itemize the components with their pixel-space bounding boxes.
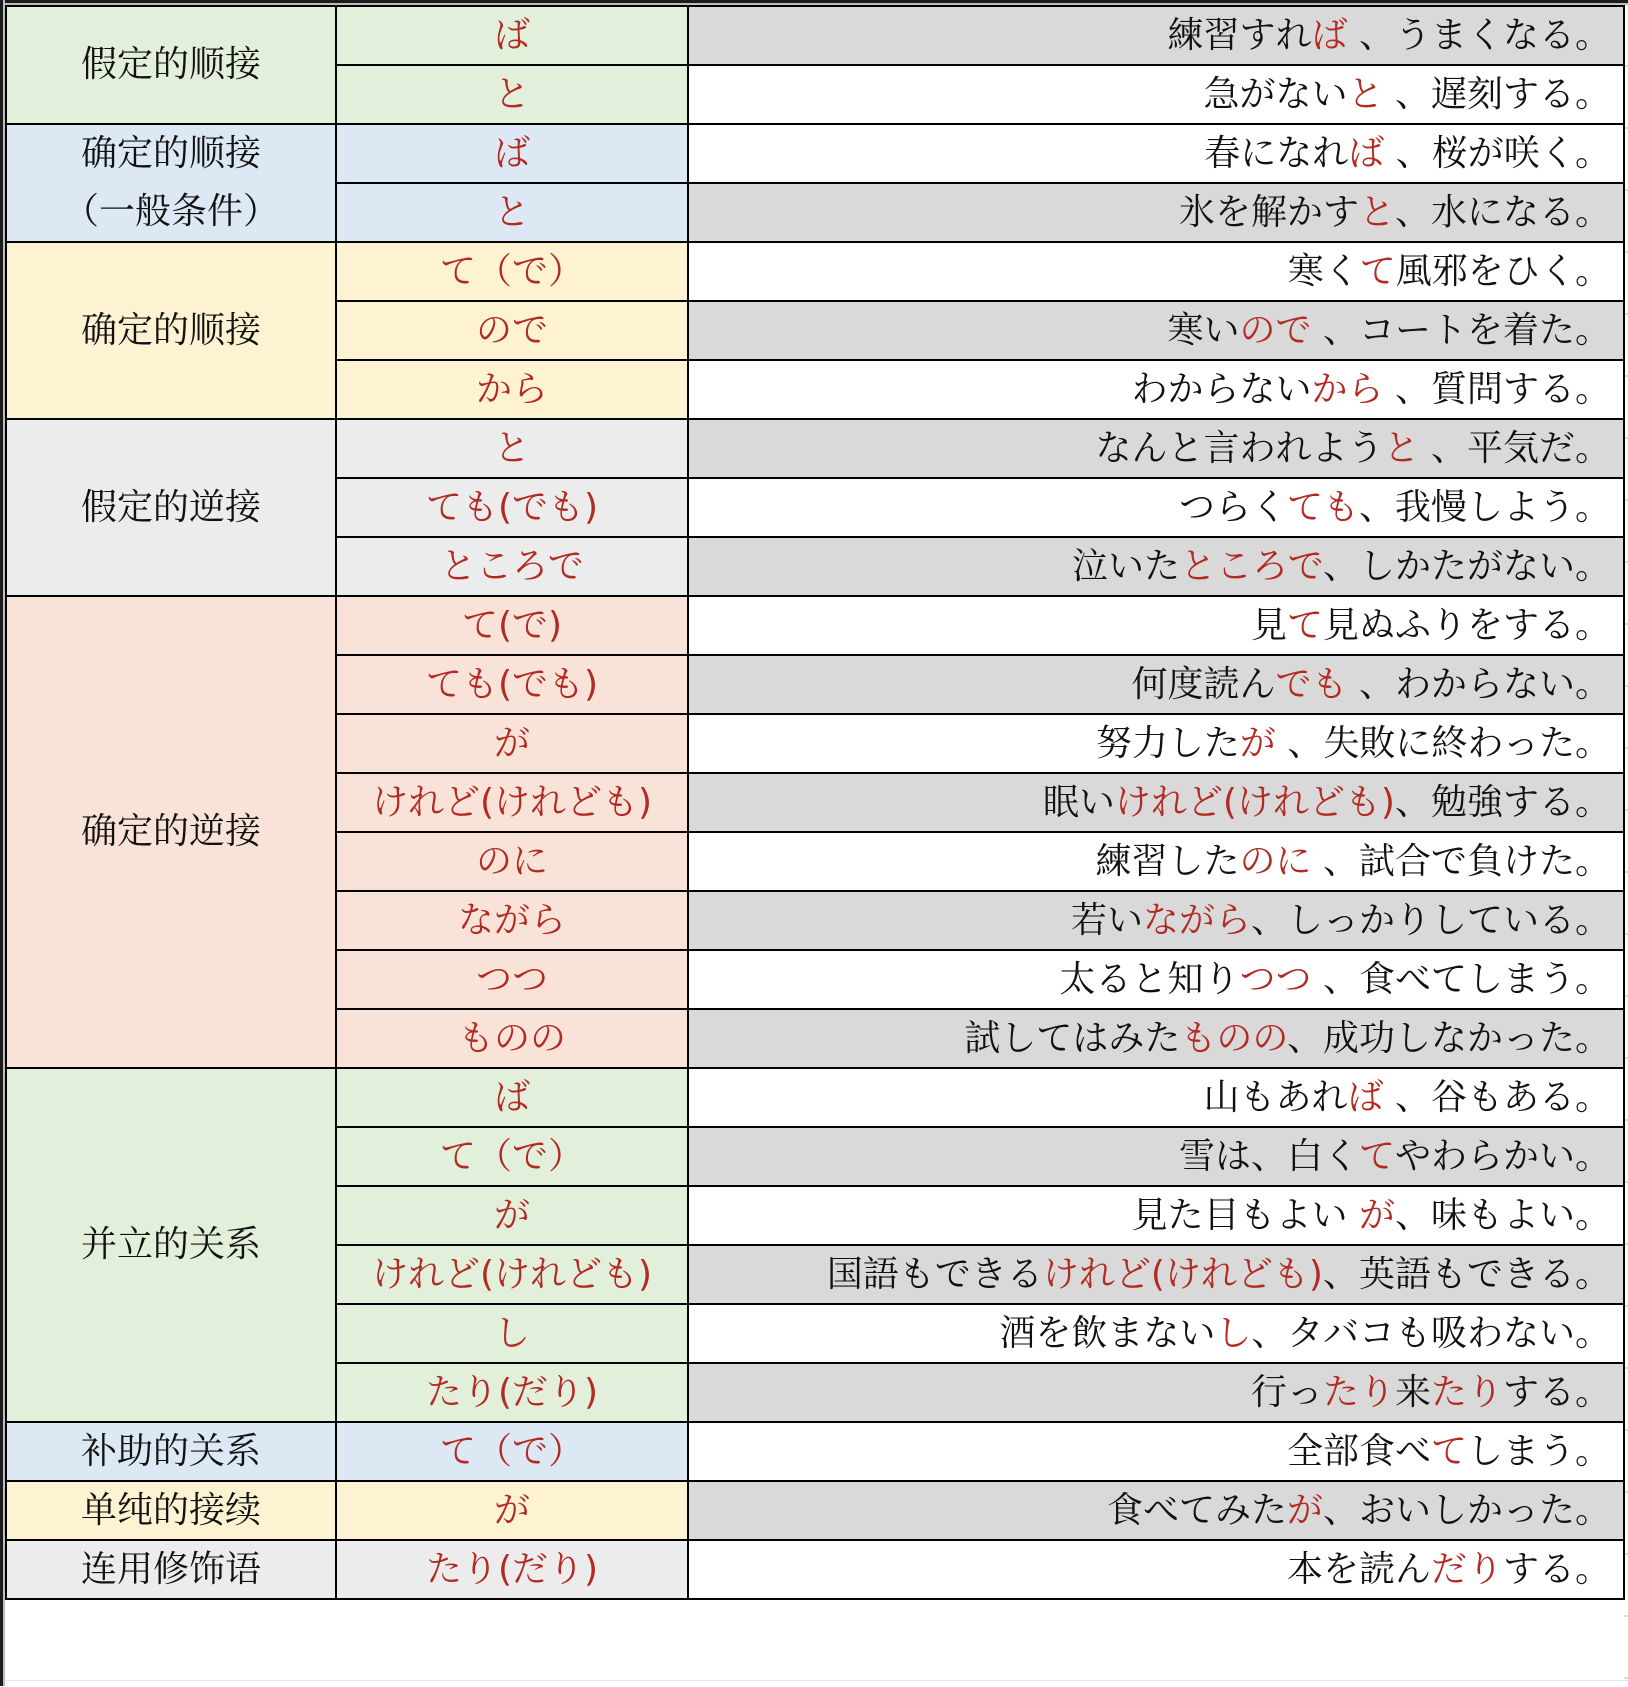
particle-cell[interactable]: [336, 537, 688, 596]
category-cell[interactable]: [6, 1068, 336, 1422]
example-sentence-cell[interactable]: [688, 1245, 1624, 1304]
highlighted-particle: ば: [1311, 14, 1348, 56]
category-label-line2: （一般条件）: [62, 191, 279, 232]
particle-label: ところで: [440, 545, 584, 587]
highlighted-particle: から: [1311, 368, 1384, 410]
particle-label: が: [493, 1194, 530, 1236]
category-label: 补助的关系: [80, 1430, 261, 1472]
highlighted-particle: つつ: [1239, 958, 1312, 1000]
particle-label: が: [493, 1489, 530, 1531]
sentence-text: 氷を解かす: [1178, 191, 1359, 233]
particle-label: て（で）: [439, 1430, 584, 1472]
sentence-text: 見ぬふりをする。: [1322, 604, 1611, 646]
particle-label: ながら: [457, 899, 566, 941]
highlighted-particle: て: [1286, 604, 1323, 646]
particle-cell[interactable]: [336, 301, 688, 360]
sentence-text: なんと言われよう: [1095, 427, 1384, 469]
highlighted-particle: て: [1430, 1430, 1467, 1472]
highlighted-particle: のに: [1239, 840, 1312, 882]
example-sentence-cell[interactable]: [688, 537, 1624, 596]
particle-cell[interactable]: [336, 419, 688, 478]
sentence-text: 、遅刻する。: [1383, 73, 1611, 115]
particle-label: ば: [493, 1076, 530, 1118]
highlighted-particle: ところで: [1180, 545, 1323, 587]
sentence-text: 、桜が咲く。: [1384, 132, 1611, 174]
sentence-text: 春になれ: [1204, 132, 1349, 174]
particle-label: ものの: [457, 1017, 566, 1059]
example-sentence-cell[interactable]: [688, 832, 1624, 891]
example-sentence-cell[interactable]: [688, 1363, 1624, 1422]
category-cell[interactable]: [6, 1481, 336, 1540]
sentence-text: する。: [1502, 1548, 1611, 1590]
example-sentence-cell[interactable]: [688, 1127, 1624, 1186]
sentence-text: 、谷もある。: [1383, 1076, 1611, 1118]
sentence-text: 寒い: [1167, 309, 1240, 351]
sentence-text: 山もあれ: [1203, 1076, 1348, 1118]
sentence-text: 、英語もできる。: [1322, 1253, 1611, 1295]
particle-cell[interactable]: [336, 1363, 688, 1422]
category-cell[interactable]: [6, 596, 336, 1068]
particle-cell[interactable]: [336, 1186, 688, 1245]
table-row: [6, 419, 1624, 478]
particle-label: て（で）: [439, 250, 584, 292]
particle-label: から: [475, 368, 548, 410]
category-label: 单纯的接续: [80, 1489, 261, 1531]
highlighted-particle: ても: [1286, 486, 1359, 528]
sentence-text: 、成功しなかった。: [1286, 1017, 1611, 1059]
category-cell[interactable]: [6, 1540, 336, 1599]
sentence-text: 、勉強する。: [1394, 781, 1611, 823]
sentence-text: 酒を飲まない: [999, 1312, 1216, 1354]
particle-label: と: [493, 191, 530, 233]
highlighted-particle: だり: [1430, 1548, 1503, 1590]
example-sentence-cell[interactable]: [688, 1068, 1624, 1127]
sentence-text: 、失敗に終わった。: [1275, 722, 1611, 764]
sentence-text: 若い: [1070, 899, 1143, 941]
sentence-text: 国語もできる: [826, 1253, 1043, 1295]
table-row: [6, 6, 1624, 65]
table-row: [6, 1540, 1624, 1599]
sentence-text: 風邪をひく。: [1395, 250, 1611, 292]
table-row: [6, 1481, 1624, 1540]
sentence-text: つらく: [1178, 486, 1287, 528]
sentence-text: 、コートを着た。: [1311, 309, 1611, 351]
particle-label: と: [493, 427, 530, 469]
highlighted-particle: たり: [1322, 1371, 1395, 1413]
highlighted-particle: けれど(けれども): [1042, 1253, 1323, 1295]
category-label: 并立的关系: [80, 1224, 261, 1265]
example-sentence-cell[interactable]: [688, 1009, 1624, 1068]
sentence-text: 見: [1250, 604, 1287, 646]
highlighted-particle: ものの: [1180, 1017, 1287, 1059]
particle-label: つつ: [475, 958, 548, 1000]
table-row: [6, 124, 1624, 183]
particle-label: ても(でも): [425, 486, 599, 528]
highlighted-particle: と: [1347, 73, 1384, 115]
sentence-text: 見た目もよい: [1131, 1194, 1359, 1236]
sentence-text: 、うまくなる。: [1347, 14, 1611, 56]
particle-cell[interactable]: [336, 183, 688, 242]
sentence-text: 練習すれ: [1167, 14, 1312, 56]
example-sentence-cell[interactable]: [688, 950, 1624, 1009]
particle-cell[interactable]: [336, 360, 688, 419]
sentence-text: 行っ: [1250, 1371, 1323, 1413]
particle-label: ば: [493, 14, 530, 56]
particle-label: が: [493, 722, 530, 764]
table-row: [6, 242, 1624, 301]
sentence-text: 、水になる。: [1394, 191, 1611, 233]
sentence-text: 眠い: [1042, 781, 1115, 823]
particle-cell[interactable]: [336, 65, 688, 124]
particle-label: て（で）: [439, 1135, 584, 1177]
sentence-text: 練習した: [1095, 840, 1240, 882]
example-sentence-cell[interactable]: [688, 1186, 1624, 1245]
example-sentence-cell[interactable]: [688, 124, 1624, 183]
example-sentence-cell[interactable]: [688, 183, 1624, 242]
example-sentence-cell[interactable]: [688, 301, 1624, 360]
sentence-text: 、おいしかった。: [1322, 1489, 1611, 1531]
particle-label: て(で): [461, 604, 563, 646]
particle-cell[interactable]: [336, 950, 688, 1009]
example-sentence-cell[interactable]: [688, 773, 1624, 832]
particle-cell[interactable]: [336, 124, 688, 183]
sentence-text: 来: [1394, 1371, 1431, 1413]
sentence-text: 、試合で負けた。: [1311, 840, 1611, 882]
category-label-line1: 确定的顺接: [80, 133, 261, 174]
example-sentence-cell[interactable]: [688, 1422, 1624, 1481]
category-label: 连用修饰语: [80, 1548, 261, 1590]
highlighted-particle: し: [1215, 1312, 1252, 1354]
particle-label: のに: [475, 840, 548, 882]
highlighted-particle: でも: [1275, 663, 1348, 705]
sentence-text: 、味もよい。: [1394, 1194, 1611, 1236]
sentence-text: わからない: [1131, 368, 1312, 410]
highlighted-particle: が: [1286, 1489, 1323, 1531]
example-sentence-cell[interactable]: [688, 1481, 1624, 1540]
highlighted-particle: ので: [1239, 309, 1312, 351]
example-sentence-cell[interactable]: [688, 478, 1624, 537]
highlighted-particle: て: [1358, 1135, 1395, 1177]
example-sentence-cell[interactable]: [688, 655, 1624, 714]
highlighted-particle: ば: [1348, 132, 1385, 174]
sentence-text: 、我慢しよう。: [1358, 486, 1611, 528]
particle-cell[interactable]: [336, 832, 688, 891]
particle-cell[interactable]: [336, 596, 688, 655]
particle-cell[interactable]: [336, 1304, 688, 1363]
category-cell[interactable]: [6, 1422, 336, 1481]
particle-cell[interactable]: [336, 6, 688, 65]
particle-label: ても(でも): [425, 663, 599, 705]
particle-cell[interactable]: [336, 1540, 688, 1599]
particle-label: し: [493, 1312, 530, 1354]
highlighted-particle: が: [1358, 1194, 1395, 1236]
particle-label: けれど(けれども): [371, 781, 653, 823]
particle-label: けれど(けれども): [371, 1253, 653, 1295]
category-cell[interactable]: [6, 124, 336, 242]
category-cell[interactable]: [6, 6, 336, 124]
particle-cell[interactable]: [336, 714, 688, 773]
category-label: 假定的逆接: [80, 486, 261, 528]
particle-cell[interactable]: [336, 1068, 688, 1127]
conjunctive-particle-table: [5, 5, 1625, 1600]
highlighted-particle: が: [1239, 722, 1276, 764]
example-sentence-cell[interactable]: [688, 596, 1624, 655]
example-sentence-cell[interactable]: [688, 1540, 1624, 1599]
particle-cell[interactable]: [336, 1245, 688, 1304]
particle-cell[interactable]: [336, 1481, 688, 1540]
sentence-text: 急がない: [1203, 73, 1348, 115]
highlighted-particle: て: [1359, 250, 1396, 292]
sentence-text: 食べてみた: [1106, 1489, 1287, 1531]
sentence-text: 雪は、白く: [1178, 1135, 1359, 1177]
table-row: [6, 596, 1624, 655]
example-sentence-cell[interactable]: [688, 242, 1624, 301]
highlighted-particle: と: [1358, 191, 1395, 233]
highlighted-particle: ながら: [1142, 899, 1251, 941]
sentence-text: 、食べてしまう。: [1311, 958, 1611, 1000]
particle-cell[interactable]: [336, 478, 688, 537]
sentence-text: 、平気だ。: [1419, 427, 1611, 469]
particle-cell[interactable]: [336, 655, 688, 714]
sentence-text: する。: [1502, 1371, 1611, 1413]
sentence-text: 太ると知り: [1059, 958, 1240, 1000]
particle-label: たり(だり): [425, 1371, 599, 1413]
sentence-text: 努力した: [1095, 722, 1240, 764]
particle-label: ので: [475, 309, 548, 351]
example-sentence-cell[interactable]: [688, 360, 1624, 419]
sentence-text: 本を読ん: [1286, 1548, 1431, 1590]
table-body: [6, 6, 1624, 1599]
category-label: 确定的顺接: [80, 309, 261, 351]
particle-label: たり(だり): [425, 1548, 599, 1590]
category-label: 确定的逆接: [80, 811, 261, 852]
sentence-text: しまう。: [1466, 1430, 1611, 1472]
particle-cell[interactable]: [336, 891, 688, 950]
category-label: 假定的顺接: [80, 44, 261, 85]
sentence-text: 泣いた: [1072, 545, 1181, 587]
highlighted-particle: ば: [1347, 1076, 1384, 1118]
particle-cell[interactable]: [336, 1127, 688, 1186]
sentence-text: 試してはみた: [964, 1017, 1181, 1059]
example-sentence-cell[interactable]: [688, 1304, 1624, 1363]
example-sentence-cell[interactable]: [688, 65, 1624, 124]
category-cell[interactable]: [6, 242, 336, 419]
particle-cell[interactable]: [336, 773, 688, 832]
particle-cell[interactable]: [336, 1422, 688, 1481]
sentence-text: 、タバコも吸わない。: [1251, 1312, 1611, 1354]
highlighted-particle: けれど(けれども): [1114, 781, 1395, 823]
example-sentence-cell[interactable]: [688, 419, 1624, 478]
table-row: [6, 1422, 1624, 1481]
sentence-text: やわらかい。: [1394, 1135, 1611, 1177]
particle-label: と: [493, 73, 530, 115]
sentence-text: 、しかたがない。: [1322, 545, 1611, 587]
example-sentence-cell[interactable]: [688, 891, 1624, 950]
highlighted-particle: と: [1383, 427, 1420, 469]
particle-label: ば: [493, 132, 530, 174]
particle-cell[interactable]: [336, 1009, 688, 1068]
sentence-text: 寒く: [1287, 250, 1360, 292]
example-sentence-cell[interactable]: [688, 6, 1624, 65]
sentence-text: 、しっかりしている。: [1250, 899, 1611, 941]
highlighted-particle: たり: [1430, 1371, 1503, 1413]
category-cell[interactable]: [6, 419, 336, 596]
sentence-text: 何度読ん: [1131, 663, 1276, 705]
table-row: [6, 1068, 1624, 1127]
sentence-text: 、質問する。: [1383, 368, 1611, 410]
sentence-text: 、わからない。: [1347, 663, 1611, 705]
particle-cell[interactable]: [336, 242, 688, 301]
sentence-text: 全部食べ: [1286, 1430, 1431, 1472]
example-sentence-cell[interactable]: [688, 714, 1624, 773]
